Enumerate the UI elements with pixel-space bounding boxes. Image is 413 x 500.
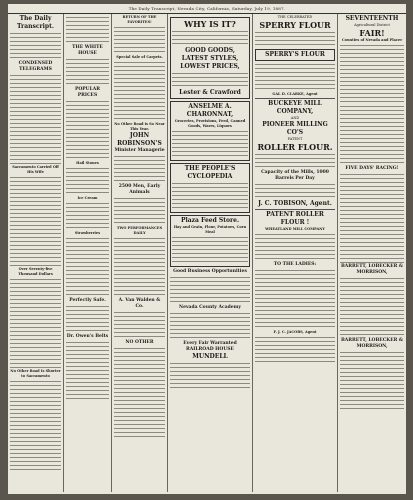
text-block — [255, 336, 335, 364]
ad-heading: PIONEER MILLING CO'S — [262, 121, 328, 136]
text-block — [172, 236, 248, 264]
ad-heading: 2500 Men, Early Animals — [118, 184, 161, 195]
text-block — [66, 16, 109, 44]
ad-heading: WHY IS IT? — [184, 19, 236, 29]
ad-heading: TWO PERFORMANCES DAILY — [116, 226, 163, 235]
ad-heading: Plaza Feed Store. — [180, 217, 240, 224]
text-block — [340, 105, 404, 165]
column-6 — [338, 14, 406, 492]
text-block — [10, 380, 61, 470]
ad-heading: ANSELME A. CHARONNAT, — [186, 103, 234, 118]
text-block — [114, 155, 165, 183]
ad-heading: Nevada County Academy — [178, 305, 242, 310]
ad-heading: GAL D. CLARKE, Agent — [272, 92, 318, 96]
column-1 — [8, 14, 64, 492]
newspaper-page — [8, 4, 406, 494]
paper-title: The Daily Transcript. — [17, 15, 54, 30]
text-block — [170, 362, 250, 390]
ad-heading: THE PEOPLE'S CYCLOPEDIA — [184, 165, 236, 180]
text-block — [255, 31, 335, 47]
text-block — [114, 26, 165, 54]
ad-heading: Dr. Owen's Belts — [66, 334, 109, 339]
ad-heading: J. C. TOBISON, Agent. — [258, 200, 332, 207]
text-block — [10, 278, 61, 368]
ad-box — [170, 101, 250, 161]
ad-heading: THE CELEBRATED — [277, 15, 313, 19]
news-heading: No Other Road Is Shorter to Sacramento — [10, 369, 61, 378]
ad-heading: Capacity of the Mills, 1000 Barrels Per Day — [261, 170, 329, 181]
ad-heading: A. Van Walden & Co. — [118, 298, 161, 309]
text-block — [172, 72, 248, 88]
text-block — [340, 351, 404, 411]
column-3 — [112, 14, 168, 492]
ad-heading: AND — [290, 116, 300, 120]
section-heading: CONDENSED TELEGRAMS — [18, 61, 53, 72]
text-block — [170, 312, 250, 340]
text-block — [114, 311, 165, 339]
ad-heading: WHEATLAND MILL COMPANY — [265, 227, 325, 231]
ad-heading: NO OTHER — [125, 340, 154, 345]
ad-heading: JOHN ROBINSON'S — [117, 132, 162, 147]
ad-heading: THE WHITE HOUSE — [72, 45, 103, 56]
ad-heading: Groceries, Provisions, Feed, Canned Goods, Wares, Liquors — [174, 119, 246, 128]
column-2 — [64, 14, 112, 492]
text-block — [114, 237, 165, 297]
text-block — [340, 173, 404, 263]
text-block — [66, 100, 109, 160]
ad-heading: ROLLER FLOUR. — [257, 142, 333, 152]
ad-heading: BARRETT, LOBECKER & MORRISON, — [341, 264, 403, 275]
ad-heading: Agricultural District — [354, 23, 390, 27]
ad-heading: MUNDELL — [192, 353, 228, 360]
divider — [255, 209, 335, 210]
ad-heading: Ice Cream — [77, 196, 98, 200]
text-block — [114, 347, 165, 437]
text-block — [66, 202, 109, 230]
divider — [255, 98, 335, 99]
text-block — [172, 30, 248, 46]
ad-heading: PATENT — [287, 137, 303, 141]
text-block — [255, 153, 335, 169]
ad-box — [170, 163, 250, 213]
ad-heading: BUCKEYE MILL COMPANY, — [268, 100, 322, 115]
ad-heading: RETURN OF THE FAVORITES! — [122, 15, 157, 24]
ad-heading: BARRETT, LOBECKER & MORRISON, — [341, 338, 403, 349]
ad-box — [170, 17, 250, 99]
ad-box — [255, 49, 335, 61]
ad-heading: Special Sale of Carpets. — [116, 55, 163, 59]
text-block — [172, 182, 248, 210]
text-block — [66, 305, 109, 333]
text-block — [172, 130, 248, 158]
ad-heading: Hail Stones — [76, 161, 99, 165]
ad-heading: Good Business Opportunities — [173, 269, 247, 274]
ad-heading: Lester & Crawford — [179, 89, 241, 96]
ad-heading: F. J. C. JACOBS, Agent — [273, 330, 317, 334]
text-block — [66, 167, 109, 195]
text-block — [10, 74, 61, 164]
news-heading: Over Seventy-five Thousand Dollars — [18, 267, 53, 276]
text-block — [255, 233, 335, 261]
ad-heading: SEVENTEENTH — [345, 15, 399, 22]
ad-heading: PATENT ROLLER FLOUR ! — [266, 211, 324, 226]
ad-heading: TO THE LADIES: — [273, 262, 317, 267]
ad-heading: RAILROAD HOUSE — [186, 347, 234, 352]
text-block — [255, 183, 335, 199]
masthead: The Daily Transcript, Nevada City, California, Saturday, July 19, 1887. — [8, 4, 406, 14]
ad-heading: LOWEST PRICES, — [180, 63, 240, 70]
text-block — [340, 277, 404, 337]
text-block — [66, 58, 109, 86]
news-heading: Sacramento Carried Off His Wife — [12, 165, 59, 174]
text-block — [10, 176, 61, 266]
ad-heading: POPULAR PRICES — [74, 87, 100, 98]
ad-box — [170, 215, 250, 267]
text-block — [340, 44, 404, 104]
ad-heading: FIVE DAYS' RACING! — [345, 166, 399, 171]
ad-heading: Minister Managerie — [114, 148, 165, 153]
ad-heading: SPERRY'S FLOUR — [265, 51, 325, 58]
text-block — [114, 61, 165, 121]
ad-heading: Every Fair Warranted — [183, 341, 237, 346]
text-block — [114, 197, 165, 225]
column-5 — [253, 14, 338, 492]
text-block — [10, 32, 61, 60]
column-4 — [168, 14, 253, 492]
ad-heading: GOOD GOODS, — [185, 47, 235, 54]
ad-heading: Strawberries — [74, 231, 101, 235]
ad-heading: LATEST STYLES, — [181, 55, 239, 62]
text-block — [66, 237, 109, 297]
ad-heading: Counties of Nevada and Placer — [341, 38, 403, 42]
ad-heading: SPERRY FLOUR — [259, 20, 331, 30]
ad-heading: Hay and Grain, Flour, Potatoes, Corn Meal — [173, 225, 247, 234]
text-block — [255, 63, 335, 91]
ad-heading: No Other Road is So Near This Year. — [114, 122, 165, 131]
text-block — [255, 269, 335, 329]
ad-heading: Perfectly Safe. — [69, 298, 106, 303]
text-block — [66, 341, 109, 401]
ad-heading: FAIR! — [359, 28, 385, 38]
text-block — [170, 276, 250, 304]
